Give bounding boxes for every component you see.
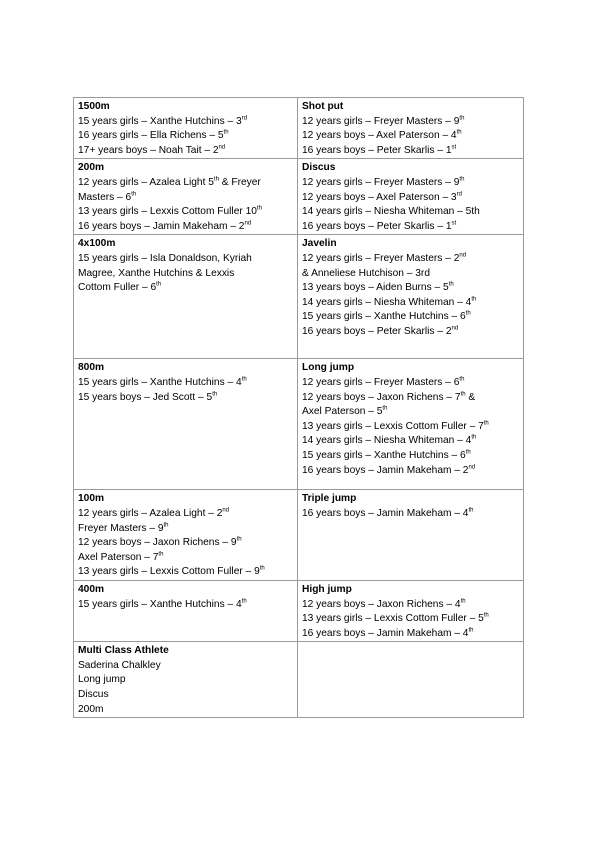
result-text: Masters – 6 xyxy=(78,191,132,203)
result-line xyxy=(78,507,293,522)
event-cell xyxy=(74,490,298,581)
result-text: 16 years boys – Jamin Makeham – 2 xyxy=(302,464,469,476)
event-title: 1500m xyxy=(78,101,110,112)
place-suffix: th xyxy=(256,205,262,212)
result-line xyxy=(78,115,293,130)
place-suffix: th xyxy=(471,296,477,303)
event-cell xyxy=(74,235,298,359)
place-suffix: st xyxy=(451,220,457,227)
result-text: 15 years girls – Xanthe Hutchins – 6 xyxy=(302,449,466,461)
result-line xyxy=(302,281,519,296)
place-suffix: th xyxy=(468,507,474,514)
place-suffix: th xyxy=(459,115,465,122)
result-text: 12 years boys – Jaxon Richens – 4 xyxy=(302,598,461,610)
event-cell xyxy=(298,98,524,159)
event-title: Discus xyxy=(302,162,336,174)
event-title: 100m xyxy=(78,493,105,505)
event-cell xyxy=(74,359,298,490)
result-text: 15 years boys – Jed Scott – 5 xyxy=(78,391,213,403)
place-suffix: th xyxy=(163,522,169,529)
place-suffix: nd xyxy=(244,220,252,227)
result-text: 15 years girls – Xanthe Hutchins – 6 xyxy=(302,311,466,323)
event-title: Multi Class Athlete xyxy=(78,645,169,657)
result-line xyxy=(302,267,519,282)
place-suffix: nd xyxy=(218,144,226,151)
result-line xyxy=(78,522,293,537)
result-line xyxy=(302,310,519,325)
place-suffix: rd xyxy=(241,115,248,122)
place-suffix: th xyxy=(471,434,477,441)
result-text: 13 years girls – Lexxis Cottom Fuller 10 xyxy=(78,206,257,218)
result-line xyxy=(302,115,519,130)
result-line xyxy=(302,507,519,522)
table-row xyxy=(74,159,524,235)
result-text: 12 years girls – Freyer Masters – 6 xyxy=(302,376,460,388)
result-line xyxy=(302,220,519,235)
place-suffix: th xyxy=(460,391,466,398)
result-line xyxy=(78,376,293,391)
event-title: Javelin xyxy=(302,238,337,250)
result-line xyxy=(302,627,519,642)
event-title: 200m xyxy=(78,162,105,174)
result-line xyxy=(302,434,519,449)
result-text: Cottom Fuller – 6 xyxy=(78,282,157,294)
result-text: Discus xyxy=(78,689,109,701)
result-text: 12 years boys – Jaxon Richens – 7 xyxy=(302,391,461,403)
event-cell xyxy=(298,159,524,235)
result-line xyxy=(302,376,519,391)
result-text: 16 years boys – Peter Skarlis – 1 xyxy=(302,220,452,232)
result-text: 15 years girls – Xanthe Hutchins – 3 xyxy=(78,115,242,127)
place-suffix: th xyxy=(259,565,265,572)
result-line xyxy=(302,176,519,191)
result-line xyxy=(78,688,293,703)
result-text: Axel Paterson – 5 xyxy=(302,406,383,418)
result-line xyxy=(302,449,519,464)
result-line xyxy=(302,420,519,435)
place-suffix: th xyxy=(241,376,247,383)
event-cell xyxy=(298,642,524,718)
result-line xyxy=(78,673,293,688)
result-text: 14 years girls – Niesha Whiteman – 4 xyxy=(302,296,472,308)
result-line xyxy=(78,176,293,191)
place-suffix: th xyxy=(465,310,471,317)
result-text: 13 years girls – Lexxis Cottom Fuller – 9 xyxy=(78,566,260,578)
result-text: 16 years boys – Jamin Makeham – 4 xyxy=(302,627,469,639)
result-text: Magree, Xanthe Hutchins & Lexxis xyxy=(78,267,235,279)
result-text: 16 years boys – Jamin Makeham – 4 xyxy=(302,507,469,519)
event-title: 4x100m xyxy=(78,238,116,250)
event-title: 400m xyxy=(78,583,105,595)
result-text: 200m xyxy=(78,703,104,715)
result-line xyxy=(78,252,293,267)
result-text: 15 years girls – Xanthe Hutchins – 4 xyxy=(78,376,242,388)
result-text: 15 years girls – Isla Donaldson, Kyriah xyxy=(78,252,252,264)
event-title: 800m xyxy=(78,362,105,374)
event-cell xyxy=(298,235,524,359)
result-line xyxy=(302,464,519,479)
result-line xyxy=(78,191,293,206)
place-suffix: st xyxy=(451,144,457,151)
place-suffix: th xyxy=(465,449,471,456)
place-suffix: th xyxy=(241,598,247,605)
place-suffix: th xyxy=(459,176,465,183)
table-row xyxy=(74,642,524,718)
event-cell xyxy=(74,159,298,235)
table-row xyxy=(74,580,524,641)
result-text: 16 years boys – Peter Skarlis – 2 xyxy=(302,325,452,337)
place-suffix: th xyxy=(456,129,462,136)
result-text: 12 years girls – Freyer Masters – 9 xyxy=(302,115,460,127)
event-title: Triple jump xyxy=(302,493,357,505)
result-text: 12 years girls – Freyer Masters – 9 xyxy=(302,176,460,188)
event-title: High jump xyxy=(302,583,352,595)
result-text: 12 years boys – Axel Paterson – 3 xyxy=(302,191,457,203)
result-line xyxy=(302,252,519,267)
result-line xyxy=(78,703,293,718)
result-text: 12 years boys – Axel Paterson – 4 xyxy=(302,130,457,142)
results-table xyxy=(73,97,524,718)
place-suffix: th xyxy=(158,551,164,558)
result-line xyxy=(302,598,519,613)
place-suffix: th xyxy=(236,536,242,543)
place-suffix: th xyxy=(212,391,218,398)
result-line xyxy=(78,565,293,580)
place-suffix: th xyxy=(223,129,229,136)
result-text: Saderina Chalkley xyxy=(78,659,161,671)
result-text: 14 years girls – Niesha Whiteman – 5th xyxy=(302,206,480,218)
event-title: Long jump xyxy=(302,362,355,374)
result-line xyxy=(78,129,293,144)
result-line xyxy=(302,129,519,144)
place-suffix: nd xyxy=(468,464,476,471)
result-line xyxy=(302,144,519,159)
place-suffix: th xyxy=(382,405,388,412)
result-text: 13 years girls – Lexxis Cottom Fuller – 5 xyxy=(302,613,484,625)
table-row xyxy=(74,359,524,490)
event-title: Shot put xyxy=(302,101,344,112)
result-line xyxy=(302,612,519,627)
result-line xyxy=(302,405,519,420)
table-row xyxy=(74,98,524,159)
place-suffix: nd xyxy=(222,507,230,514)
table-row xyxy=(74,490,524,581)
place-suffix: th xyxy=(213,176,219,183)
place-suffix: th xyxy=(460,598,466,605)
result-text: Axel Paterson – 7 xyxy=(78,551,159,563)
result-line xyxy=(78,220,293,235)
result-line xyxy=(302,191,519,206)
result-text-continued: & Freyer xyxy=(218,176,261,188)
result-line xyxy=(78,144,293,159)
place-suffix: th xyxy=(448,281,454,288)
place-suffix: th xyxy=(483,612,489,619)
place-suffix: th xyxy=(483,420,489,427)
result-text-continued: & xyxy=(465,391,476,403)
result-line xyxy=(302,296,519,311)
place-suffix: nd xyxy=(459,252,467,259)
result-text: & Anneliese Hutchison – 3rd xyxy=(302,267,430,279)
result-text: 16 years girls – Ella Richens – 5 xyxy=(78,130,224,142)
place-suffix: th xyxy=(468,627,474,634)
place-suffix: th xyxy=(156,281,162,288)
result-line xyxy=(78,267,293,282)
result-text: 17+ years boys – Noah Tait – 2 xyxy=(78,144,219,156)
table-row xyxy=(74,235,524,359)
event-cell xyxy=(298,580,524,641)
result-line xyxy=(78,205,293,220)
event-cell xyxy=(298,359,524,490)
result-text: Freyer Masters – 9 xyxy=(78,522,164,534)
event-cell xyxy=(74,580,298,641)
event-cell xyxy=(74,98,298,159)
result-text: 15 years girls – Xanthe Hutchins – 4 xyxy=(78,598,242,610)
result-text: 13 years girls – Lexxis Cottom Fuller – 7 xyxy=(302,420,484,432)
result-text: 13 years boys – Aiden Burns – 5 xyxy=(302,282,449,294)
event-cell xyxy=(74,642,298,718)
result-line xyxy=(78,551,293,566)
result-line xyxy=(302,325,519,340)
result-line xyxy=(302,205,519,220)
results-body xyxy=(74,98,524,718)
result-line xyxy=(78,659,293,674)
result-line xyxy=(78,536,293,551)
place-suffix: th xyxy=(459,376,465,383)
result-line xyxy=(78,598,293,613)
result-text: 12 years boys – Jaxon Richens – 9 xyxy=(78,537,237,549)
result-text: 16 years boys – Jamin Makeham – 2 xyxy=(78,220,245,232)
result-text: 12 years girls – Azalea Light – 2 xyxy=(78,507,223,519)
result-text: 16 years boys – Peter Skarlis – 1 xyxy=(302,144,452,156)
result-line xyxy=(78,281,293,296)
place-suffix: th xyxy=(131,191,137,198)
result-line xyxy=(302,391,519,406)
result-line xyxy=(78,391,293,406)
place-suffix: rd xyxy=(456,191,462,198)
result-text: 14 years girls – Niesha Whiteman – 4 xyxy=(302,435,472,447)
result-text: 12 years girls – Freyer Masters – 2 xyxy=(302,252,460,264)
place-suffix: nd xyxy=(451,325,459,332)
result-text: 12 years girls – Azalea Light 5 xyxy=(78,176,214,188)
event-cell xyxy=(298,490,524,581)
result-text: Long jump xyxy=(78,674,126,686)
